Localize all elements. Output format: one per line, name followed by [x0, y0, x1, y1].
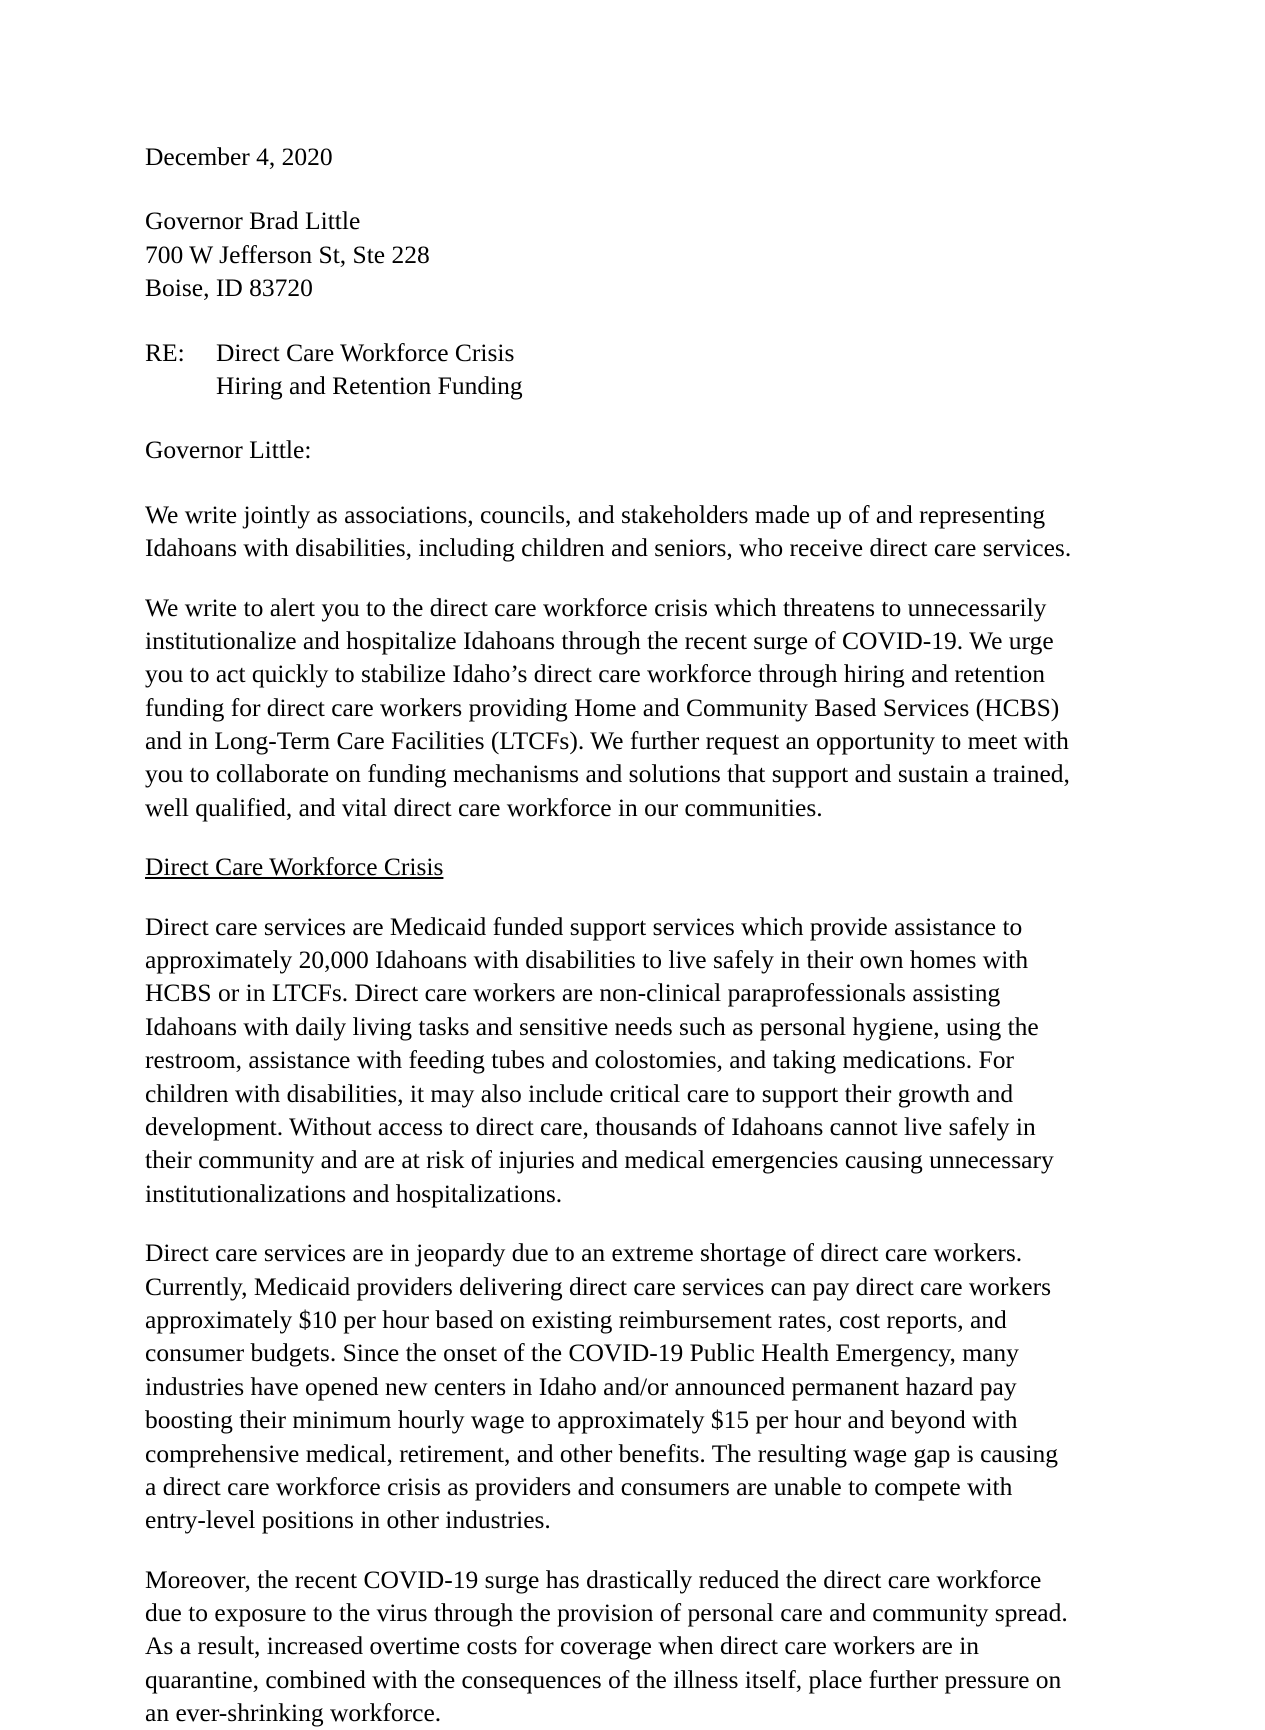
- letter-body: [145, 140, 1072, 1730]
- re-subject-line-1: Direct Care Workforce Crisis: [216, 337, 515, 367]
- recipient-address: [145, 204, 1072, 304]
- paragraph-4: Direct care services are in jeopardy due to an extreme shortage of direct care workers. Currently, Medicaid providers delivering direct care services can pay direct care workers approximately $10 per hour based on existing reimbursement rates, cost reports, and consumer budgets. Since the onset of the COVID-19 Public Health Emergency, many industries have opened new centers in Idaho and/or announced permanent hazard pay boosting their minimum hourly wage to approximately $15 per hour and beyond with comprehensive medical, retirement, and other benefits. The resulting wage gap is causing a direct care workforce crisis as providers and consumers are unable to compete with entry-level positions in other industries.: [145, 1238, 1058, 1535]
- recipient-city-state-zip: Boise, ID 83720: [145, 273, 313, 303]
- recipient-street: 700 W Jefferson St, Ste 228: [145, 239, 430, 269]
- paragraph-1: We write jointly as associations, councils, and stakeholders made up of and representing Idahoans with disabilities, including children and seniors, who receive direct care services.: [145, 499, 1072, 563]
- paragraph-2: We write to alert you to the direct care workforce crisis which threatens to unnecessarily institutionalize and hospitalize Idahoans through the recent surge of COVID-19. We urge you to act quickly to stabilize Idaho’s direct care workforce through hiring and retention funding for direct care workers providing Home and Community Based Services (HCBS) and in Long-Term Care Facilities (LTCFs). We further request an opportunity to meet with you to collaborate on funding mechanisms and solutions that support and sustain a trained, well qualified, and vital direct care workforce in our communities.: [145, 592, 1070, 822]
- re-label: RE:: [145, 337, 185, 367]
- salutation: Governor Little:: [145, 435, 312, 465]
- paragraph-3: Direct care services are Medicaid funded support services which provide assistance to approximately 20,000 Idahoans with disabilities to live safely in their own homes with HCBS or in LTCFs. Direct care workers are non-clinical paraprofessionals assisting Idahoans with daily living tasks and sensitive needs such as personal hygiene, using the restroom, assistance with feeding tubes and colostomies, and taking medications. For children with disabilities, it may also include critical care to support their growth and development. Without access to direct care, thousands of Idahoans cannot live safely in their community and are at risk of injuries and medical emergencies causing unnecessary institutionalizations and hospitalizations.: [145, 911, 1054, 1208]
- recipient-name: Governor Brad Little: [145, 206, 361, 236]
- re-subject-line-2: Hiring and Retention Funding: [216, 370, 523, 400]
- re-subject-block: [145, 336, 1072, 403]
- re-line-1: [145, 336, 1072, 369]
- paragraph-5: Moreover, the recent COVID-19 surge has drastically reduced the direct care workforce due to exposure to the virus through the provision of personal care and community spread. As a result, increased overtime costs for coverage when direct care workers are in quarantine, combined with the consequences of the illness itself, place further pressure on an ever-shrinking workforce.: [145, 1564, 1068, 1728]
- re-line-2: [145, 369, 1072, 402]
- section-heading-wrap: [145, 850, 1072, 909]
- section-heading-direct-care-workforce-crisis: Direct Care Workforce Crisis: [145, 852, 444, 882]
- letter-date: December 4, 2020: [145, 142, 333, 171]
